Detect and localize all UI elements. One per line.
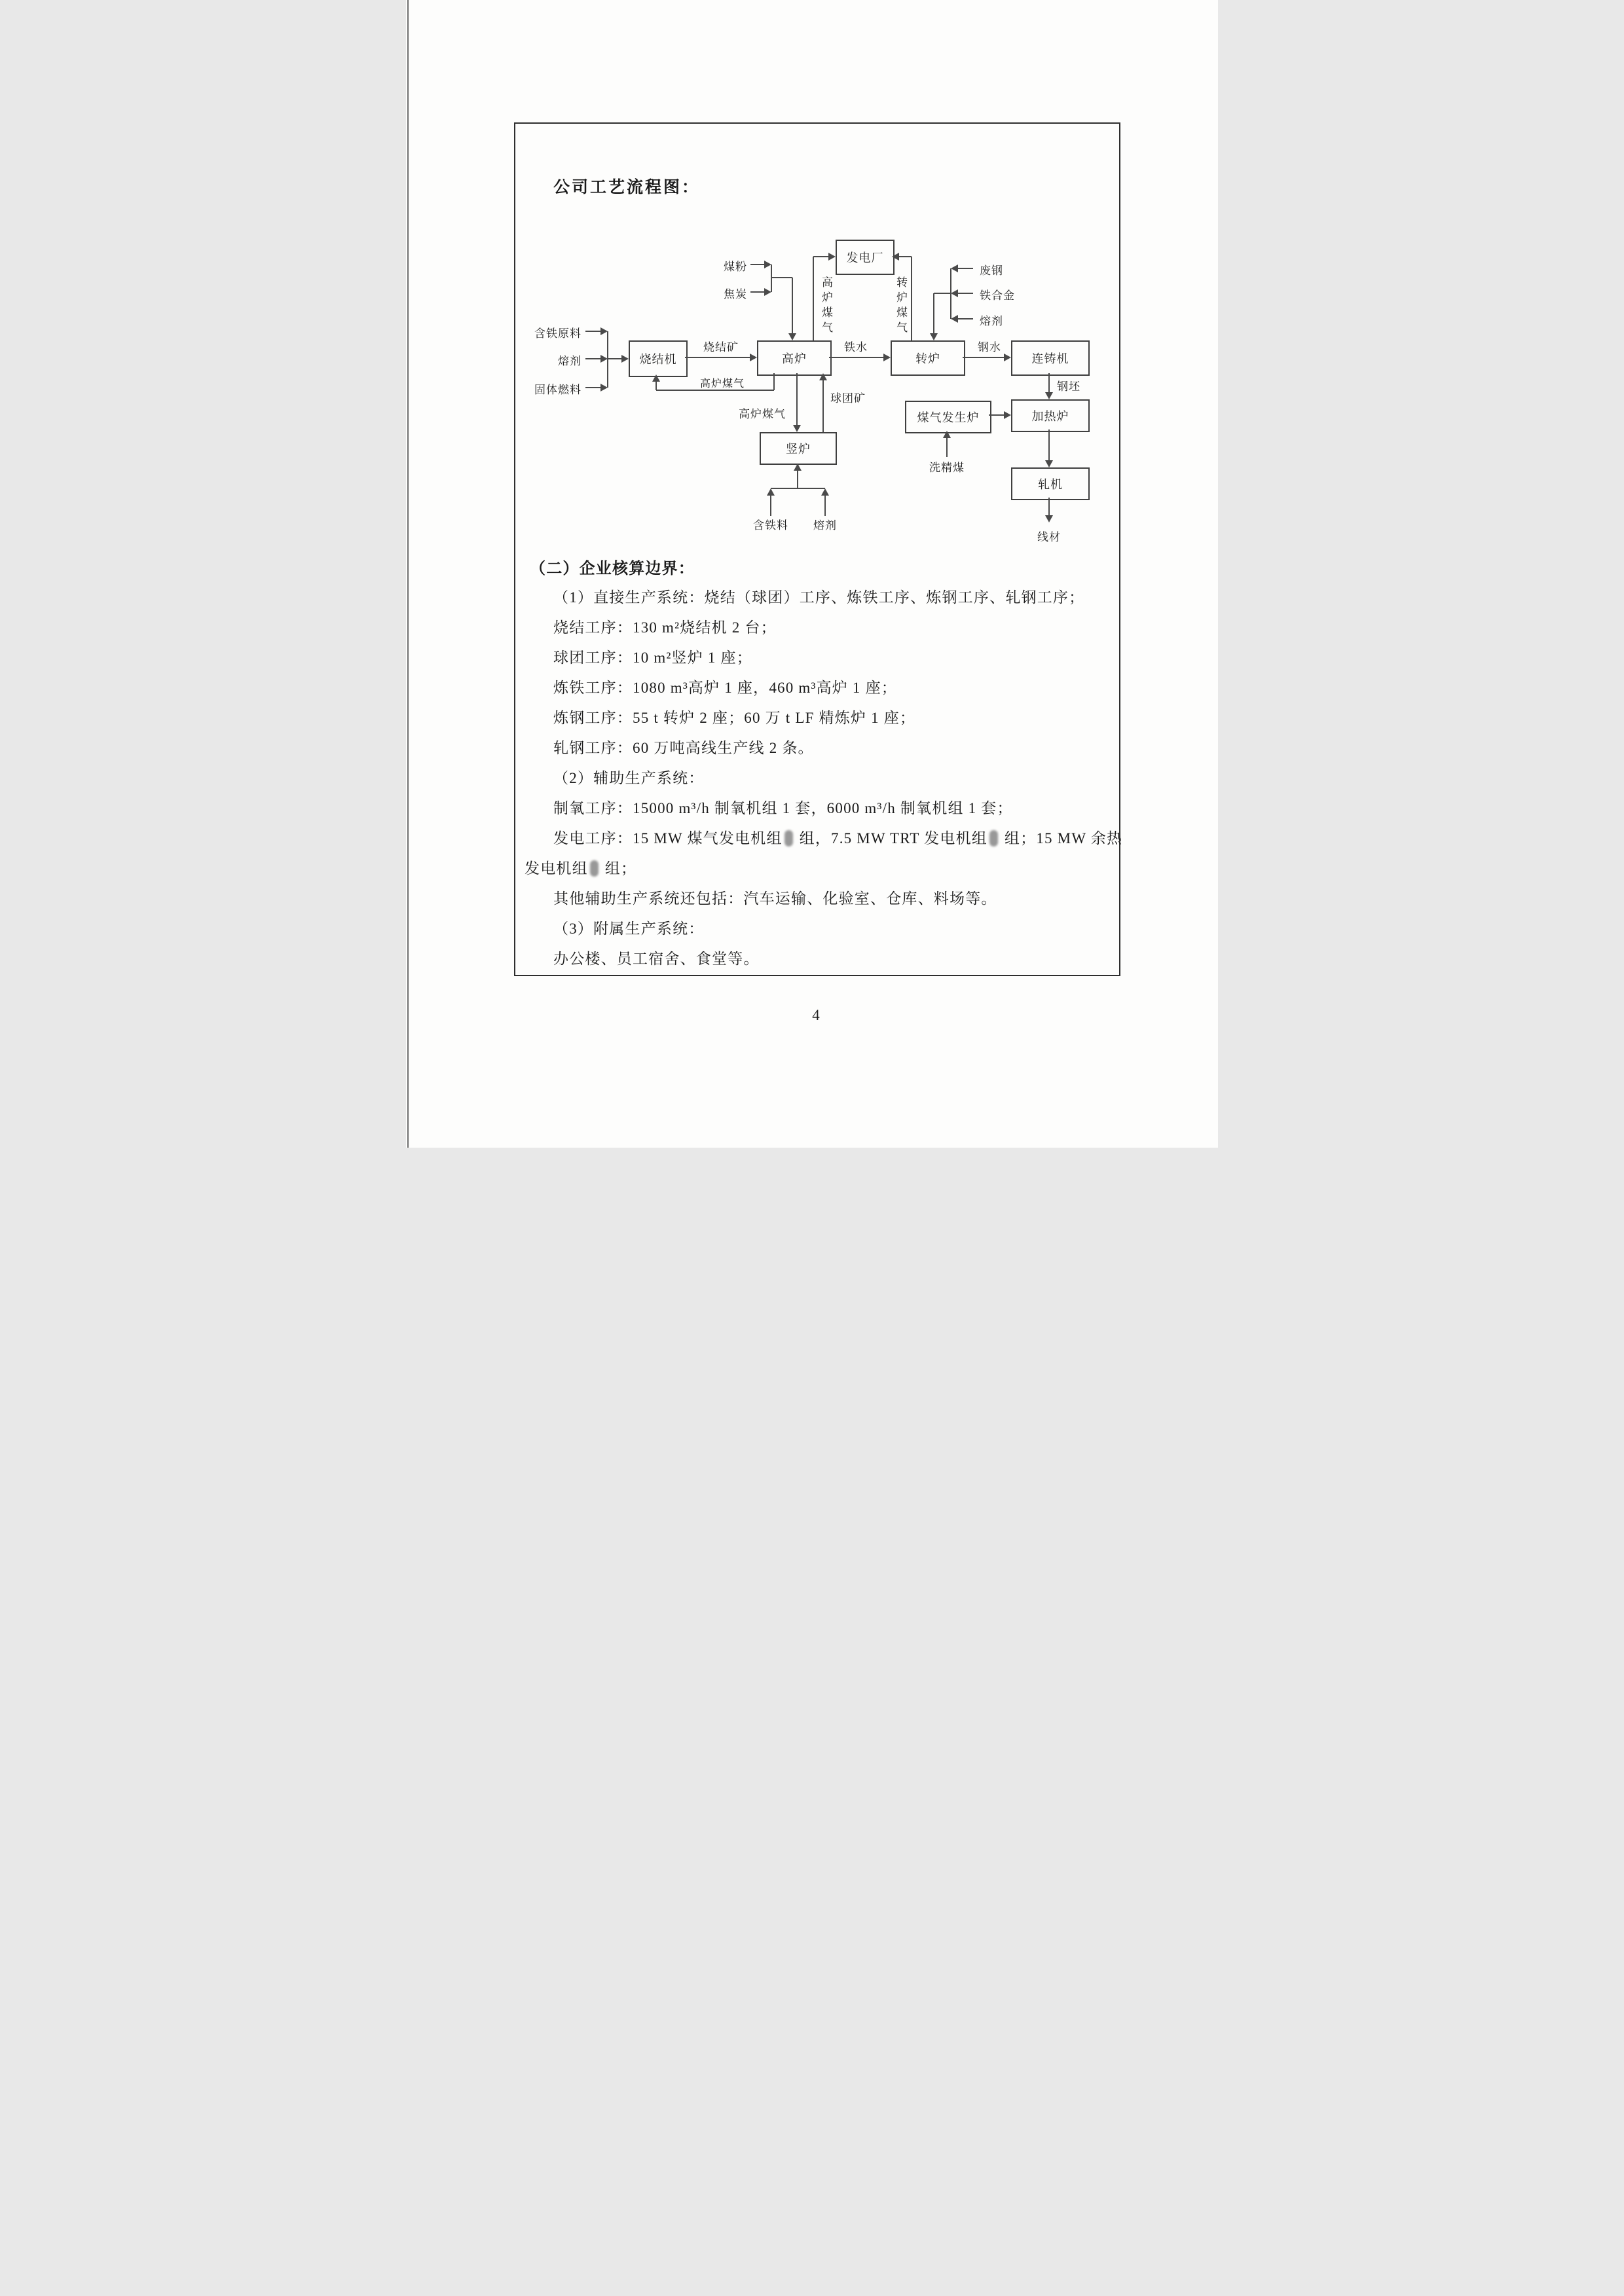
body-line-auxiliary-system: （2）辅助生产系统： (553, 770, 705, 786)
box-rolling-mill: 轧机 (1011, 467, 1090, 500)
flow-arrowhead (621, 355, 629, 363)
text-segment: 发电机组 (525, 860, 588, 877)
label-wire-rod: 线材 (1037, 531, 1061, 543)
flow-arrowhead (951, 315, 958, 323)
flow-line (771, 277, 792, 278)
box-converter: 转炉 (891, 340, 965, 376)
document-page (406, 0, 1218, 1148)
label-flux-converter: 熔剂 (980, 315, 1003, 327)
flow-arrowhead (794, 464, 802, 471)
flow-line (585, 387, 600, 388)
doc-title: 公司工艺流程图： (553, 178, 701, 196)
redaction-mark (784, 830, 793, 847)
flow-arrowhead (943, 431, 951, 438)
flow-arrowhead (951, 289, 958, 297)
flow-arrowhead (1045, 515, 1053, 522)
body-line-direct-system: （1）直接生产系统：烧结（球团）工序、炼铁工序、炼钢工序、轧钢工序； (553, 589, 1085, 606)
flow-line (963, 357, 1004, 358)
label-flux-shaft: 熔剂 (813, 519, 837, 532)
page-number: 4 (812, 1007, 820, 1023)
flow-arrowhead (767, 488, 775, 496)
box-blast-furnace: 高炉 (757, 340, 832, 376)
flow-line (1048, 373, 1050, 392)
label-billet: 钢坯 (1057, 380, 1080, 393)
flow-line (989, 414, 1004, 416)
flow-line (958, 293, 973, 294)
flow-line (824, 496, 826, 516)
flow-line (911, 257, 912, 340)
label-bf-gas-to-shaft: 高炉煤气 (739, 408, 786, 420)
flow-arrowhead (828, 253, 836, 261)
flow-line (771, 264, 772, 292)
flow-line (585, 358, 600, 359)
label-washed-coal: 洗精煤 (929, 462, 965, 474)
box-reheating-furnace: 加热炉 (1011, 399, 1090, 432)
flow-line (958, 268, 973, 269)
flow-line (585, 331, 600, 332)
label-pellet-ore: 球团矿 (830, 392, 866, 405)
flow-line (822, 380, 824, 432)
flow-line (797, 471, 798, 488)
flow-line (608, 358, 621, 359)
page-border-frame (514, 122, 1123, 976)
body-line-office: 办公楼、员工宿舍、食堂等。 (553, 951, 760, 967)
redaction-mark (989, 830, 998, 847)
text-segment: 组，7.5 MW TRT 发电机组 (794, 830, 987, 847)
flow-arrowhead (883, 354, 891, 361)
scan-edge-artifact (407, 0, 409, 1148)
flow-line (1048, 429, 1050, 460)
flow-arrowhead (652, 374, 660, 382)
text-segment: 组；15 MW 余热 (999, 830, 1123, 847)
flow-line (899, 256, 912, 257)
flow-arrowhead (793, 425, 801, 432)
text-segment: 组； (600, 860, 637, 877)
flow-arrowhead (788, 333, 796, 340)
flow-line (655, 382, 657, 390)
flow-arrowhead (600, 355, 608, 363)
box-continuous-caster: 连铸机 (1011, 340, 1090, 376)
label-molten-steel: 钢水 (978, 341, 1001, 354)
label-flux-sinter: 熔剂 (558, 355, 581, 367)
label-converter-gas: 转炉煤气 (895, 276, 907, 337)
label-bf-gas-to-plant: 高炉煤气 (820, 276, 832, 337)
label-iron-bearing-raw: 含铁原料 (534, 327, 581, 340)
label-molten-iron: 铁水 (844, 341, 868, 354)
body-line-ironmaking: 炼铁工序：1080 m³高炉 1 座，460 m³高炉 1 座； (553, 680, 897, 696)
body-line-sintering: 烧结工序：130 m²烧结机 2 台； (553, 619, 777, 636)
flow-line (796, 373, 798, 425)
flow-arrowhead (951, 264, 958, 272)
box-shaft-furnace: 竖炉 (760, 432, 837, 465)
section-heading-boundary: （二）企业核算边界： (530, 560, 695, 577)
flow-line (829, 357, 883, 358)
flow-arrowhead (1004, 411, 1011, 419)
text-segment: 发电工序：15 MW 煤气发电机组 (553, 830, 783, 847)
box-gas-generator: 煤气发生炉 (905, 401, 991, 433)
flow-line (750, 264, 764, 265)
box-power-plant: 发电厂 (836, 240, 895, 275)
body-line-oxygen: 制氧工序：15000 m³/h 制氧机组 1 套，6000 m³/h 制氧机组 1 套； (553, 800, 1013, 816)
flow-arrowhead (1045, 392, 1053, 399)
flow-line (958, 318, 973, 319)
flow-line (813, 257, 814, 340)
flow-arrowhead (600, 327, 608, 335)
flow-line (1048, 498, 1050, 515)
flow-line (750, 291, 764, 293)
flow-line (813, 256, 828, 257)
redaction-mark (590, 860, 599, 877)
label-ferroalloy: 铁合金 (980, 289, 1015, 302)
flow-line (792, 278, 793, 333)
flow-line (685, 357, 750, 358)
flow-arrowhead (930, 333, 938, 340)
flow-line (946, 438, 948, 457)
body-line-rolling: 轧钢工序：60 万吨高线生产线 2 条。 (553, 740, 814, 756)
body-line-power-generation-cont (525, 856, 637, 878)
label-bf-gas-to-sinter: 高炉煤气 (699, 378, 745, 390)
flow-line (933, 293, 934, 333)
label-coal-powder: 煤粉 (724, 261, 747, 273)
label-sinter-ore: 烧结矿 (703, 341, 739, 354)
flow-arrowhead (600, 384, 608, 392)
flow-line (773, 373, 775, 390)
box-sintering-machine: 烧结机 (629, 340, 688, 377)
body-line-pellet: 球团工序：10 m²竖炉 1 座； (553, 649, 752, 666)
flow-arrowhead (821, 488, 829, 496)
flow-line (770, 496, 771, 516)
flow-arrowhead (892, 253, 899, 261)
label-iron-bearing-mat: 含铁料 (753, 519, 788, 532)
flow-arrowhead (819, 373, 827, 380)
flow-line (934, 293, 951, 294)
body-line-power-generation (553, 826, 1122, 848)
label-coke: 焦炭 (724, 288, 747, 301)
flow-arrowhead (1004, 354, 1011, 361)
flow-arrowhead (1045, 460, 1053, 467)
flow-arrowhead (750, 354, 757, 361)
label-solid-fuel: 固体燃料 (534, 384, 581, 396)
body-line-steelmaking: 炼钢工序：55 t 转炉 2 座；60 万 t LF 精炼炉 1 座； (553, 710, 916, 726)
body-line-other-auxiliary: 其他辅助生产系统还包括：汽车运输、化验室、仓库、料场等。 (553, 890, 997, 907)
label-scrap-steel: 废钢 (980, 264, 1003, 277)
body-line-affiliated-system: （3）附属生产系统： (553, 920, 705, 937)
